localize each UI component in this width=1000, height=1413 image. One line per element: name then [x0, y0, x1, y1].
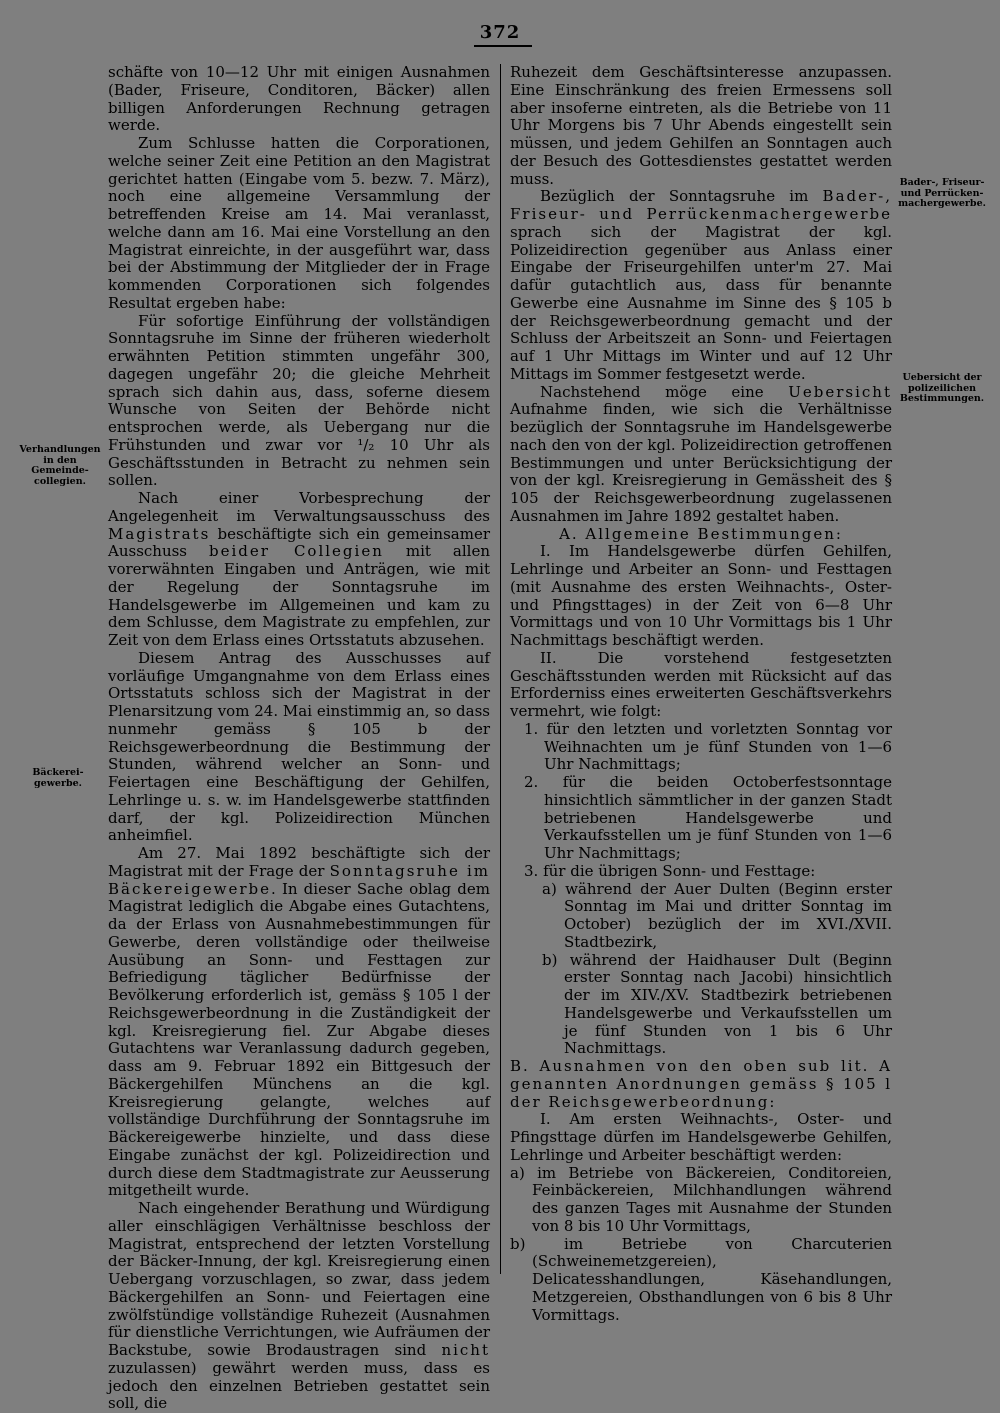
paragraph: I. Am ersten Weihnachts-, Oster- und Pfingsttage dürfen im Handelsgewerbe Gehilfen, Lehrlinge und Arbeiter beschäftigt werden:: [510, 1110, 892, 1164]
spaced-emphasis: nicht: [441, 1341, 490, 1359]
margin-note-line: machergewerbe.: [898, 198, 986, 209]
right-column: [510, 64, 892, 1324]
margin-note-line: Bäckerei-: [32, 767, 84, 778]
list-item: 2. für die beiden Octoberfestsonntage hinsichtlich sämmtlicher in der ganzen Stadt betriebenen Handelsgewerbe und Verkaufsstellen um je fünf Stunden von 1—6 Uhr Nachmittags;: [524, 773, 892, 862]
spaced-emphasis: Bader-, Friseur- und Perrückenmachergewerbe: [510, 187, 892, 223]
text-run: Am 27. Mai 1892 beschäftigte sich der Magistrat mit der Frage der: [108, 844, 490, 880]
margin-note-verhandlungen: [14, 445, 106, 487]
paragraph: schäfte von 10—12 Uhr mit einigen Ausnahmen (Bader, Friseure, Conditoren, Bäcker) allen billigen Anforderungen Rechnung getragen werde.: [108, 63, 490, 135]
paragraph: [108, 1200, 490, 1413]
header-rule: [474, 45, 532, 47]
list-item: b) im Betriebe von Charcuterien (Schweinemetzgereien), Delicatesshandlungen, Käsehandlungen, Metzgereien, Obsthandlungen von 6 bis 8 Uhr Vormittags.: [510, 1234, 892, 1324]
list-item: a) im Betriebe von Bäckereien, Conditoreien, Feinbäckereien, Milchhandlungen während des ganzen Tages mit Ausnahme der Stunden von 8 bis 10 Uhr Vormittags,: [510, 1163, 892, 1235]
paragraph: Ruhezeit dem Geschäftsinteresse anzupassen. Eine Einschränkung des freien Ermessens soll aber insoferne eintreten, als die Betriebe von 11 Uhr Morgens bis 7 Uhr Abends eingestellt sein müssen, und jedem Gehilfen an Sonntagen auch der Besuch des Gottesdienstes gestattet werden muss.: [510, 63, 892, 188]
margin-note-bader: [894, 178, 990, 210]
spaced-emphasis: Sonntagsruhe im Bäckereigewerbe: [108, 861, 490, 898]
page-number: 372: [479, 22, 521, 43]
spaced-emphasis: beider Collegien: [209, 542, 384, 561]
paragraph: [108, 490, 490, 650]
margin-note-line: Uebersicht der: [902, 372, 982, 383]
margin-note-line: Bestimmungen.: [899, 393, 985, 404]
margin-note-line: polizeilichen: [907, 382, 977, 394]
fraction: ¹/₂: [357, 435, 375, 454]
section-heading-b: B. Ausnahmen von den oben sub lit. A genannten Anordnungen gemäss § 105 l der Reichsgewerbeordnung:: [510, 1057, 892, 1111]
margin-note-line: Verhandlungen: [19, 444, 101, 455]
paragraph: [108, 313, 490, 491]
list-item: 3. für die übrigen Sonn- und Festtage:: [524, 861, 816, 880]
text-run: Für sofortige Einführung der vollständigen Sonntagsruhe im Sinne der früheren wiederholt erwähnten Petition stimmten ungefähr 300, dagegen ungefähr 20; die gleiche Mehrheit sprach sich dahin aus, dass, soferne diesem Wunsche von Seiten der Behörde nicht entsprochen werde, als Uebergang nur die Frühstunden und zwar vor: [108, 311, 490, 454]
text-run: Nach einer Vorbesprechung der Angelegenheit im Verwaltungsausschuss des: [108, 489, 490, 525]
margin-note-line: in den Gemeinde-: [31, 454, 89, 476]
section-heading-a: A. Allgemeine Bestimmungen:: [559, 524, 843, 543]
paragraph: [108, 845, 490, 1200]
column-divider: [500, 64, 501, 1274]
list-item: b) während der Haidhauser Dult (Beginn erster Sonntag nach Jacobi) hinsichtlich der im XIV./XV. Stadtbezirk betriebenen Handelsgewerbe und Verkaufsstellen um je fünf Stunden von 1 bis 6 Uhr Nachmittags.: [542, 950, 892, 1058]
margin-note-line: und Perrücken-: [900, 187, 984, 199]
text-run: Bezüglich der Sonntagsruhe im: [540, 187, 823, 206]
text-run: . In dieser Sache oblag dem Magistrat lediglich die Abgabe eines Gutachtens, da der Erlass von Ausnahmebestimmungen für Gewerbe, deren vollständige oder theilweise Ausübung an Sonn- und Festtagen zur Befriedigung täglicher Bedürfnisse der Bevölkerung erforderlich ist, gemäss § 105 l der Reichsgewerbeordnung in die Zuständigkeit der kgl. Kreisregierung fiel. Zur Abgabe dieses Gutachtens war Veranlassung dadurch gegeben, dass am 9. Februar 1892 ein Bittgesuch der Bäckergehilfen Münchens an die kgl. Kreisregierung gelangte, welches auf vollständige Durchführung der Sonntagsruhe im Bäckereigewerbe hinzielte, und dass diese Eingabe zunächst der kgl. Polizeidirection und durch diese dem Stadtmagistrate zur Aeusserung mitgetheilt wurde.: [108, 879, 490, 1200]
text-run: Aufnahme finden, wie sich die Verhältnisse bezüglich der Sonntagsruhe im Handelsgewerbe nach den von der kgl. Polizeidirection getroffenen Bestimmungen und unter Berücksichtigung der von der kgl. Kreisregierung in Gemässheit des § 105 der Reichsgewerbeordnung zugelassenen Ausnahmen im Jahre 1892 gestaltet haben.: [510, 400, 892, 525]
spaced-emphasis: Uebersicht: [788, 382, 892, 401]
paragraph: [510, 384, 892, 526]
paragraph: Zum Schlusse hatten die Corporationen, welche seiner Zeit eine Petition an den Magistrat gerichtet hatten (Eingabe vom 5. bezw. 7. März), noch eine allgemeine Versammlung der betreffenden Kreise am 14. Mai veranlasst, welche dann am 16. Mai eine Vorstellung an den Magistrat einreichte, in der ausgeführt war, dass bei der Abstimmung der Mitglieder der in Frage kommenden Corporationen sich folgendes Resultat ergeben habe:: [108, 134, 490, 312]
paragraph: Diesem Antrag des Ausschusses auf vorläufige Umgangnahme von dem Erlass eines Ortsstatuts schloss sich der Magistrat in der Plenarsitzung vom 24. Mai einstimmig an, so dass nunmehr gemäss § 105 b der Reichsgewerbeordnung die Bestimmung der Stunden, während welcher an Sonn- und Feiertagen eine Beschäftigung der Gehilfen, Lehrlinge u. s. w. im Handelsgewerbe stattfinden darf, der kgl. Polizeidirection München anheimfiel.: [108, 648, 490, 845]
paragraph: I. Im Handelsgewerbe dürfen Gehilfen, Lehrlinge und Arbeiter an Sonn- und Festtagen (mit Ausnahme des ersten Weihnachts-, Oster- und Pfingsttages) in der Zeit von 6—8 Uhr Vormittags und von 10 Uhr Vormittags bis 1 Uhr Nachmittags beschäftigt werden.: [510, 542, 892, 649]
list-item: 1. für den letzten und vorletzten Sonntag vor Weihnachten um je fünf Stunden von 1—6 Uhr Nachmittags;: [524, 719, 892, 774]
text-run: sprach sich der Magistrat der kgl. Polizeidirection gegenüber aus Anlass einer Eingabe der Friseurgehilfen unter'm 27. Mai dafür gutachtlich aus, dass für benannte Gewerbe eine Ausnahme im Sinne des § 105 b der Reichsgewerbeordnung gemacht und der Schluss der Arbeitszeit an Sonn- und Feiertagen auf 1 Uhr Mittags im Winter und auf 12 Uhr Mittags im Sommer festgesetzt werde.: [510, 222, 892, 383]
list-item: a) während der Auer Dulten (Beginn erster Sonntag im Mai und dritter Sonntag im October) bezüglich der im XVI./XVII. Stadtbezirk,: [542, 879, 892, 951]
text-run: Nach eingehender Berathung und Würdigung aller einschlägigen Verhältnisse beschloss der Magistrat, entsprechend der letzten Vorstellung der Bäcker-Innung, der kgl. Kreisregierung einen Uebergang vorzuschlagen, so zwar, dass jedem Bäckergehilfen an Sonn- und Feiertagen eine zwölfstündige vollständige Ruhezeit (Ausnahmen für dienstliche Verrichtungen, wie Aufräumen der Backstube, sowie Brodaustragen sind: [108, 1199, 490, 1359]
text-run: Nachstehend möge eine: [540, 382, 789, 401]
text-run: zuzulassen) gewährt werden muss, dass es jedoch den einzelnen Betrieben gestattet sein soll, die: [108, 1358, 490, 1413]
margin-note-baeckerei: [14, 768, 102, 789]
margin-note-line: Bader-, Friseur-: [899, 177, 985, 188]
text-run: beschäftigte sich ein gemeinsamer Ausschuss: [108, 524, 490, 561]
margin-note-line: gewerbe.: [34, 777, 82, 789]
left-column: [108, 64, 490, 1413]
text-run: mit allen vorerwähnten Eingaben und Anträgen, wie mit der Regelung der Sonntagsruhe im Handelsgewerbe im Allgemeinen und kam zu dem Schlusse, dem Magistrate zu empfehlen, zur Zeit von dem Erlass eines Ortsstatuts abzusehen.: [108, 542, 490, 649]
margin-note-line: collegien.: [34, 475, 86, 487]
paragraph: [510, 188, 892, 383]
margin-note-uebersicht: [894, 373, 990, 405]
text-run: 10 Uhr als Geschäftsstunden in Betracht zu nehmen sein sollen.: [108, 435, 490, 490]
spaced-emphasis: Magistrats: [108, 524, 211, 543]
paragraph: II. Die vorstehend festgesetzten Geschäftsstunden werden mit Rücksicht auf das Erforderniss eines erweiterten Geschäftsverkehrs vermehrt, wie folgt:: [510, 648, 892, 720]
